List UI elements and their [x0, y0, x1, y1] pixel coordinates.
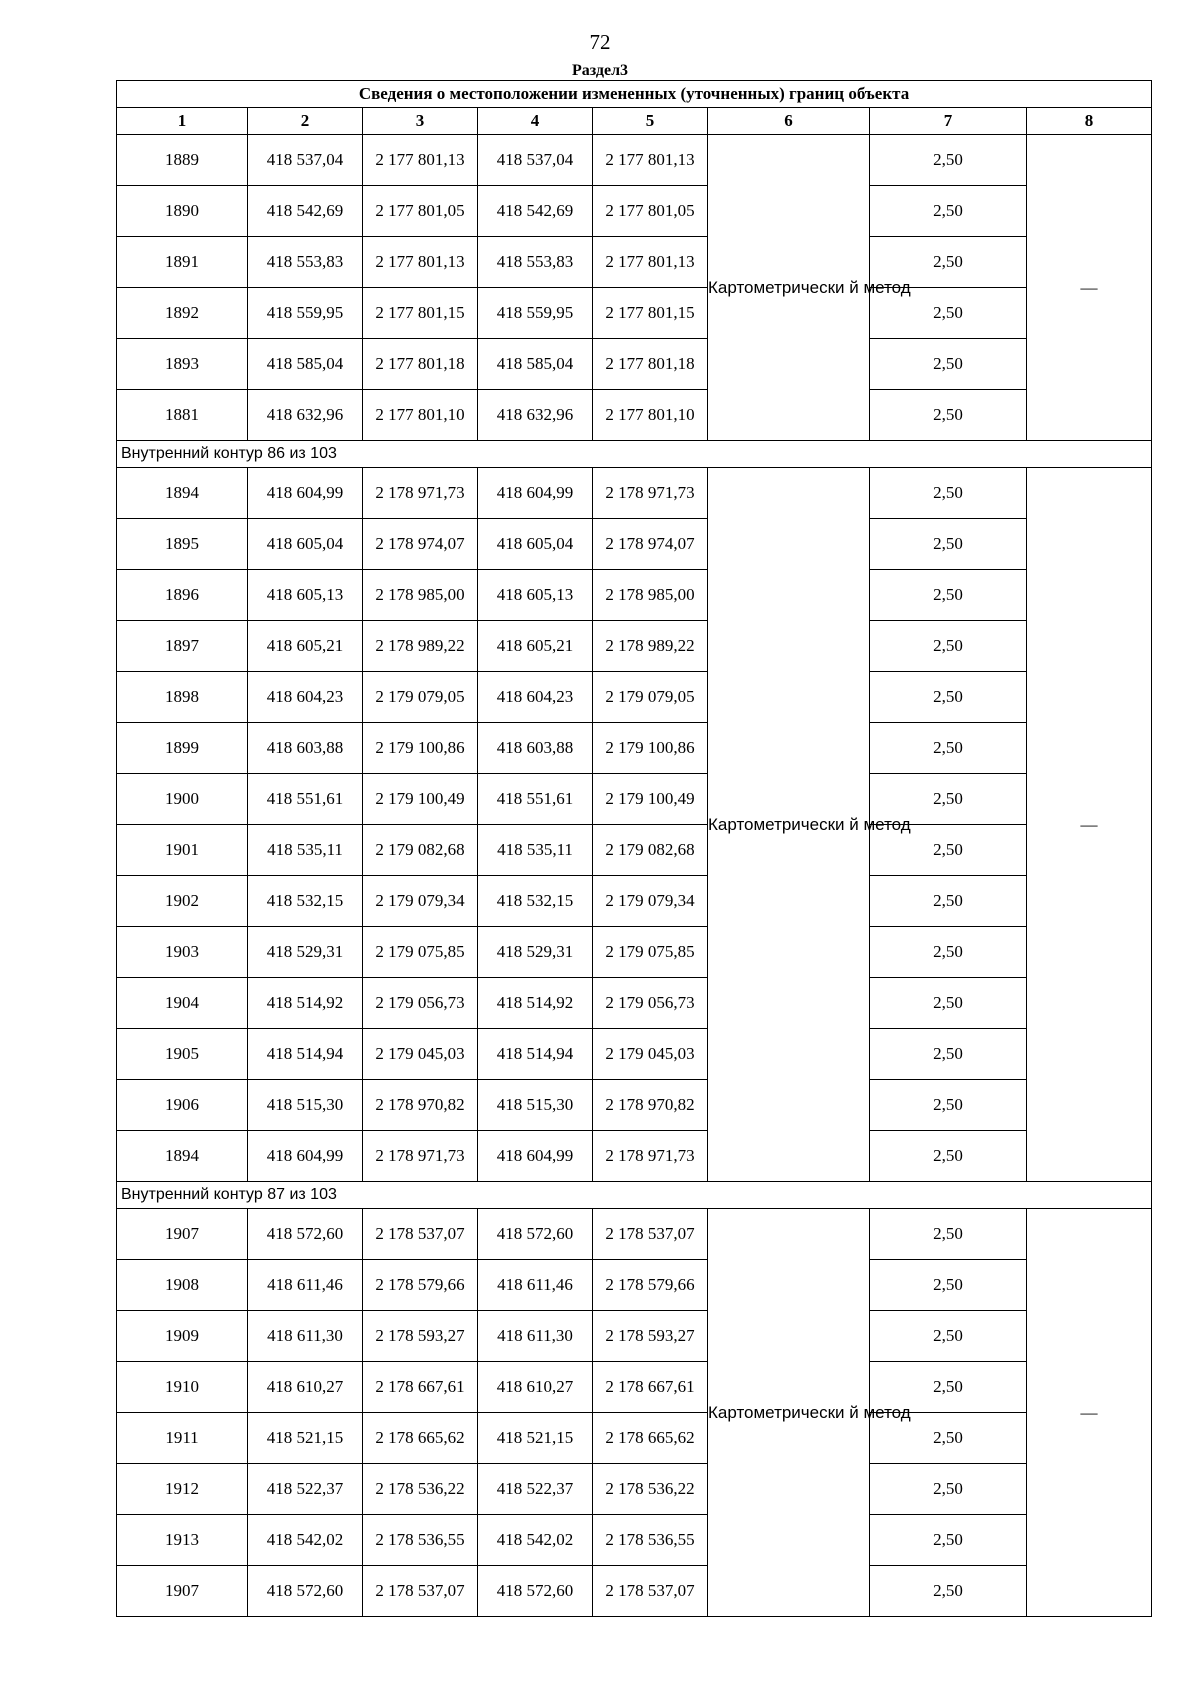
- y-coordinate: 2 178 536,22: [363, 1464, 478, 1515]
- x-coordinate-refined: 418 515,30: [478, 1080, 593, 1131]
- point-number: 1905: [117, 1029, 248, 1080]
- x-coordinate-refined: 418 537,04: [478, 135, 593, 186]
- y-coordinate: 2 178 971,73: [363, 1131, 478, 1182]
- accuracy-value: 2,50: [870, 1131, 1027, 1182]
- x-coordinate: 418 537,04: [248, 135, 363, 186]
- y-coordinate-refined: 2 179 100,86: [593, 723, 708, 774]
- y-coordinate-refined: 2 179 045,03: [593, 1029, 708, 1080]
- x-coordinate-refined: 418 585,04: [478, 339, 593, 390]
- accuracy-value: 2,50: [870, 186, 1027, 237]
- page-number: 72: [589, 30, 611, 54]
- point-number: 1902: [117, 876, 248, 927]
- y-coordinate-refined: 2 179 079,05: [593, 672, 708, 723]
- note-cell: —: [1027, 468, 1152, 1182]
- table-row: [117, 978, 1152, 1029]
- accuracy-value: 2,50: [870, 621, 1027, 672]
- x-coordinate-refined: 418 514,94: [478, 1029, 593, 1080]
- point-number: 1898: [117, 672, 248, 723]
- point-number: 1901: [117, 825, 248, 876]
- point-number: 1891: [117, 237, 248, 288]
- x-coordinate: 418 632,96: [248, 390, 363, 441]
- accuracy-value: 2,50: [870, 288, 1027, 339]
- point-number: 1907: [117, 1209, 248, 1260]
- y-coordinate-refined: 2 178 971,73: [593, 1131, 708, 1182]
- x-coordinate: 418 521,15: [248, 1413, 363, 1464]
- x-coordinate-refined: 418 604,99: [478, 1131, 593, 1182]
- accuracy-value: 2,50: [870, 1413, 1027, 1464]
- x-coordinate-refined: 418 532,15: [478, 876, 593, 927]
- contour-header-row: [117, 441, 1152, 468]
- accuracy-value: 2,50: [870, 1311, 1027, 1362]
- y-coordinate-refined: 2 178 579,66: [593, 1260, 708, 1311]
- table-row: [117, 1566, 1152, 1617]
- table-row: [117, 390, 1152, 441]
- y-coordinate: 2 179 075,85: [363, 927, 478, 978]
- table-row: [117, 1209, 1152, 1260]
- table-row: [117, 570, 1152, 621]
- y-coordinate: 2 178 989,22: [363, 621, 478, 672]
- x-coordinate-refined: 418 535,11: [478, 825, 593, 876]
- section-title: Раздел3: [571, 62, 629, 79]
- x-coordinate: 418 535,11: [248, 825, 363, 876]
- point-number: 1906: [117, 1080, 248, 1131]
- point-number: 1893: [117, 339, 248, 390]
- y-coordinate: 2 178 579,66: [363, 1260, 478, 1311]
- table-row: [117, 468, 1152, 519]
- x-coordinate: 418 532,15: [248, 876, 363, 927]
- x-coordinate: 418 551,61: [248, 774, 363, 825]
- x-coordinate-refined: 418 632,96: [478, 390, 593, 441]
- point-number: 1908: [117, 1260, 248, 1311]
- y-coordinate: 2 178 537,07: [363, 1209, 478, 1260]
- x-coordinate-refined: 418 572,60: [478, 1209, 593, 1260]
- column-number: 6: [708, 108, 870, 135]
- column-number: 1: [117, 108, 248, 135]
- accuracy-value: 2,50: [870, 723, 1027, 774]
- note-cell: —: [1027, 1209, 1152, 1617]
- contour-header-row: [117, 1182, 1152, 1209]
- x-coordinate-refined: 418 514,92: [478, 978, 593, 1029]
- table-row: [117, 672, 1152, 723]
- table-caption: Сведения о местоположении измененных (уточненных) границ объекта: [117, 81, 1152, 108]
- x-coordinate-refined: 418 521,15: [478, 1413, 593, 1464]
- point-number: 1890: [117, 186, 248, 237]
- accuracy-value: 2,50: [870, 1080, 1027, 1131]
- y-coordinate: 2 179 045,03: [363, 1029, 478, 1080]
- y-coordinate-refined: 2 178 593,27: [593, 1311, 708, 1362]
- table-row: [117, 1464, 1152, 1515]
- method-cell: Картометрически й метод: [708, 135, 870, 441]
- table-row: [117, 186, 1152, 237]
- table-row: [117, 927, 1152, 978]
- y-coordinate: 2 177 801,10: [363, 390, 478, 441]
- x-coordinate: 418 514,94: [248, 1029, 363, 1080]
- caption-row: [117, 81, 1152, 108]
- y-coordinate: 2 178 974,07: [363, 519, 478, 570]
- point-number: 1903: [117, 927, 248, 978]
- y-coordinate: 2 179 056,73: [363, 978, 478, 1029]
- y-coordinate-refined: 2 178 971,73: [593, 468, 708, 519]
- x-coordinate-refined: 418 553,83: [478, 237, 593, 288]
- table-row: [117, 135, 1152, 186]
- x-coordinate-refined: 418 605,04: [478, 519, 593, 570]
- point-number: 1899: [117, 723, 248, 774]
- accuracy-value: 2,50: [870, 1260, 1027, 1311]
- table-row: [117, 339, 1152, 390]
- accuracy-value: 2,50: [870, 468, 1027, 519]
- coordinates-table: [116, 80, 1152, 1617]
- method-cell: Картометрически й метод: [708, 1209, 870, 1617]
- x-coordinate: 418 553,83: [248, 237, 363, 288]
- contour-label: Внутренний контур 86 из 103: [117, 441, 1152, 468]
- x-coordinate-refined: 418 611,30: [478, 1311, 593, 1362]
- accuracy-value: 2,50: [870, 1464, 1027, 1515]
- y-coordinate-refined: 2 177 801,18: [593, 339, 708, 390]
- accuracy-value: 2,50: [870, 1515, 1027, 1566]
- x-coordinate: 418 514,92: [248, 978, 363, 1029]
- accuracy-value: 2,50: [870, 927, 1027, 978]
- y-coordinate-refined: 2 179 075,85: [593, 927, 708, 978]
- y-coordinate: 2 178 537,07: [363, 1566, 478, 1617]
- y-coordinate-refined: 2 178 974,07: [593, 519, 708, 570]
- table-body: [117, 81, 1152, 1617]
- x-coordinate-refined: 418 610,27: [478, 1362, 593, 1413]
- accuracy-value: 2,50: [870, 825, 1027, 876]
- x-coordinate: 418 529,31: [248, 927, 363, 978]
- y-coordinate-refined: 2 177 801,15: [593, 288, 708, 339]
- point-number: 1900: [117, 774, 248, 825]
- table-row: [117, 237, 1152, 288]
- accuracy-value: 2,50: [870, 390, 1027, 441]
- y-coordinate-refined: 2 178 970,82: [593, 1080, 708, 1131]
- table-row: [117, 1515, 1152, 1566]
- table-row: [117, 621, 1152, 672]
- accuracy-value: 2,50: [870, 519, 1027, 570]
- x-coordinate: 418 522,37: [248, 1464, 363, 1515]
- x-coordinate: 418 605,21: [248, 621, 363, 672]
- y-coordinate-refined: 2 178 536,55: [593, 1515, 708, 1566]
- x-coordinate: 418 542,02: [248, 1515, 363, 1566]
- y-coordinate-refined: 2 178 989,22: [593, 621, 708, 672]
- x-coordinate: 418 604,23: [248, 672, 363, 723]
- x-coordinate: 418 559,95: [248, 288, 363, 339]
- x-coordinate: 418 603,88: [248, 723, 363, 774]
- y-coordinate: 2 178 985,00: [363, 570, 478, 621]
- y-coordinate: 2 178 970,82: [363, 1080, 478, 1131]
- table-row: [117, 1260, 1152, 1311]
- accuracy-value: 2,50: [870, 570, 1027, 621]
- y-coordinate-refined: 2 177 801,13: [593, 237, 708, 288]
- x-coordinate-refined: 418 542,69: [478, 186, 593, 237]
- method-cell: Картометрически й метод: [708, 468, 870, 1182]
- table-row: [117, 288, 1152, 339]
- point-number: 1904: [117, 978, 248, 1029]
- y-coordinate-refined: 2 178 536,22: [593, 1464, 708, 1515]
- x-coordinate-refined: 418 611,46: [478, 1260, 593, 1311]
- x-coordinate: 418 605,04: [248, 519, 363, 570]
- x-coordinate-refined: 418 604,23: [478, 672, 593, 723]
- accuracy-value: 2,50: [870, 774, 1027, 825]
- y-coordinate: 2 178 665,62: [363, 1413, 478, 1464]
- x-coordinate: 418 604,99: [248, 468, 363, 519]
- y-coordinate-refined: 2 178 667,61: [593, 1362, 708, 1413]
- accuracy-value: 2,50: [870, 876, 1027, 927]
- column-number-row: [117, 108, 1152, 135]
- table-row: [117, 1311, 1152, 1362]
- y-coordinate: 2 177 801,13: [363, 237, 478, 288]
- table-row: [117, 723, 1152, 774]
- x-coordinate-refined: 418 605,21: [478, 621, 593, 672]
- x-coordinate-refined: 418 572,60: [478, 1566, 593, 1617]
- point-number: 1913: [117, 1515, 248, 1566]
- x-coordinate: 418 585,04: [248, 339, 363, 390]
- y-coordinate: 2 178 593,27: [363, 1311, 478, 1362]
- point-number: 1907: [117, 1566, 248, 1617]
- y-coordinate: 2 177 801,05: [363, 186, 478, 237]
- point-number: 1910: [117, 1362, 248, 1413]
- y-coordinate-refined: 2 178 985,00: [593, 570, 708, 621]
- x-coordinate: 418 604,99: [248, 1131, 363, 1182]
- accuracy-value: 2,50: [870, 339, 1027, 390]
- y-coordinate-refined: 2 178 537,07: [593, 1566, 708, 1617]
- point-number: 1881: [117, 390, 248, 441]
- x-coordinate-refined: 418 603,88: [478, 723, 593, 774]
- accuracy-value: 2,50: [870, 1566, 1027, 1617]
- point-number: 1912: [117, 1464, 248, 1515]
- x-coordinate-refined: 418 551,61: [478, 774, 593, 825]
- x-coordinate: 418 605,13: [248, 570, 363, 621]
- x-coordinate-refined: 418 529,31: [478, 927, 593, 978]
- x-coordinate: 418 611,30: [248, 1311, 363, 1362]
- y-coordinate-refined: 2 179 100,49: [593, 774, 708, 825]
- point-number: 1889: [117, 135, 248, 186]
- y-coordinate-refined: 2 177 801,05: [593, 186, 708, 237]
- x-coordinate-refined: 418 522,37: [478, 1464, 593, 1515]
- table-row: [117, 519, 1152, 570]
- table-row: [117, 1131, 1152, 1182]
- y-coordinate: 2 179 079,05: [363, 672, 478, 723]
- column-number: 7: [870, 108, 1027, 135]
- column-number: 3: [363, 108, 478, 135]
- y-coordinate: 2 178 971,73: [363, 468, 478, 519]
- point-number: 1909: [117, 1311, 248, 1362]
- y-coordinate-refined: 2 179 082,68: [593, 825, 708, 876]
- accuracy-value: 2,50: [870, 135, 1027, 186]
- column-number: 5: [593, 108, 708, 135]
- table-row: [117, 1362, 1152, 1413]
- x-coordinate: 418 572,60: [248, 1566, 363, 1617]
- y-coordinate: 2 177 801,15: [363, 288, 478, 339]
- column-number: 8: [1027, 108, 1152, 135]
- point-number: 1892: [117, 288, 248, 339]
- point-number: 1896: [117, 570, 248, 621]
- y-coordinate: 2 179 100,49: [363, 774, 478, 825]
- table-row: [117, 774, 1152, 825]
- y-coordinate: 2 178 667,61: [363, 1362, 478, 1413]
- point-number: 1894: [117, 468, 248, 519]
- y-coordinate-refined: 2 177 801,10: [593, 390, 708, 441]
- y-coordinate: 2 177 801,13: [363, 135, 478, 186]
- accuracy-value: 2,50: [870, 237, 1027, 288]
- y-coordinate: 2 179 100,86: [363, 723, 478, 774]
- point-number: 1911: [117, 1413, 248, 1464]
- y-coordinate: 2 179 079,34: [363, 876, 478, 927]
- contour-label: Внутренний контур 87 из 103: [117, 1182, 1152, 1209]
- x-coordinate: 418 515,30: [248, 1080, 363, 1131]
- y-coordinate: 2 178 536,55: [363, 1515, 478, 1566]
- y-coordinate-refined: 2 178 665,62: [593, 1413, 708, 1464]
- point-number: 1897: [117, 621, 248, 672]
- point-number: 1894: [117, 1131, 248, 1182]
- x-coordinate: 418 542,69: [248, 186, 363, 237]
- y-coordinate-refined: 2 178 537,07: [593, 1209, 708, 1260]
- y-coordinate-refined: 2 179 079,34: [593, 876, 708, 927]
- x-coordinate-refined: 418 559,95: [478, 288, 593, 339]
- y-coordinate: 2 177 801,18: [363, 339, 478, 390]
- accuracy-value: 2,50: [870, 978, 1027, 1029]
- x-coordinate: 418 610,27: [248, 1362, 363, 1413]
- table-row: [117, 1029, 1152, 1080]
- x-coordinate-refined: 418 604,99: [478, 468, 593, 519]
- x-coordinate-refined: 418 542,02: [478, 1515, 593, 1566]
- accuracy-value: 2,50: [870, 1209, 1027, 1260]
- column-number: 4: [478, 108, 593, 135]
- x-coordinate: 418 572,60: [248, 1209, 363, 1260]
- x-coordinate: 418 611,46: [248, 1260, 363, 1311]
- y-coordinate-refined: 2 179 056,73: [593, 978, 708, 1029]
- y-coordinate-refined: 2 177 801,13: [593, 135, 708, 186]
- column-number: 2: [248, 108, 363, 135]
- y-coordinate: 2 179 082,68: [363, 825, 478, 876]
- table-row: [117, 876, 1152, 927]
- accuracy-value: 2,50: [870, 1362, 1027, 1413]
- table-row: [117, 1080, 1152, 1131]
- note-cell: —: [1027, 135, 1152, 441]
- point-number: 1895: [117, 519, 248, 570]
- accuracy-value: 2,50: [870, 672, 1027, 723]
- table-row: [117, 1413, 1152, 1464]
- accuracy-value: 2,50: [870, 1029, 1027, 1080]
- table-row: [117, 825, 1152, 876]
- x-coordinate-refined: 418 605,13: [478, 570, 593, 621]
